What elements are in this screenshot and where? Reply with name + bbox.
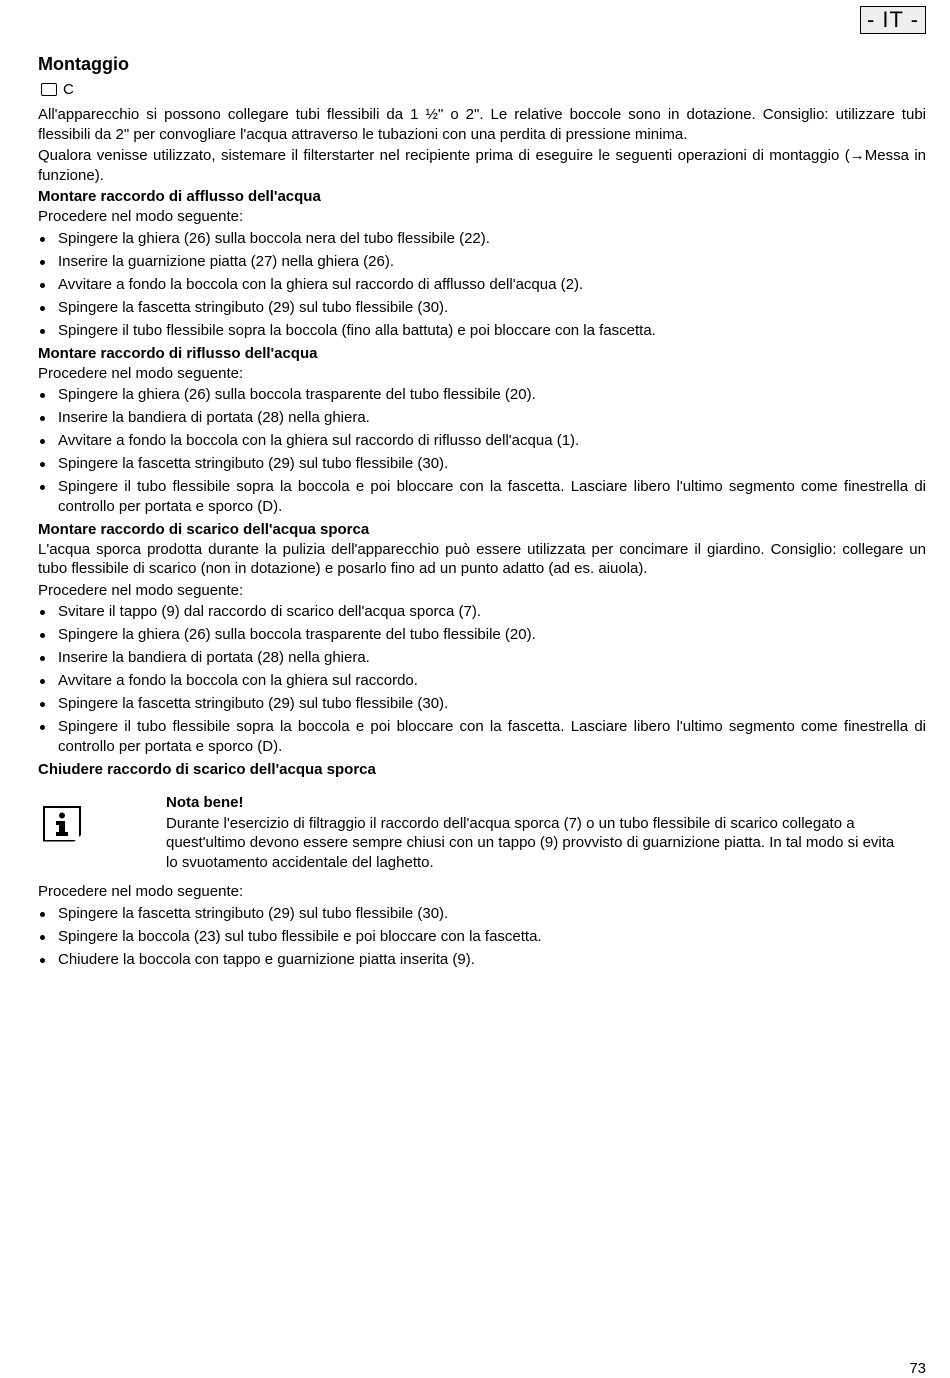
step-list [38,385,926,516]
list-item: Inserire la bandiera di portata (28) nella ghiera. [38,648,926,668]
note-title: Nota bene! [166,793,244,811]
figure-reference-label: C [63,80,74,98]
list-item: Spingere la ghiera (26) sulla boccola nera del tubo flessibile (22). [38,229,926,249]
list-item: Spingere la ghiera (26) sulla boccola trasparente del tubo flessibile (20). [38,625,926,645]
list-item: Avvitare a fondo la boccola con la ghiera sul raccordo di riflusso dell'acqua (1). [38,431,926,451]
section-heading: Montare raccordo di afflusso dell'acqua [38,188,321,205]
instruction-section [38,520,926,757]
procedure-lead: Procedere nel modo seguente: [38,581,244,599]
procedure-lead: Procedere nel modo seguente: [38,364,244,382]
info-icon [43,806,81,842]
section-heading: Montare raccordo di scarico dell'acqua sporca [38,520,370,538]
list-item: Svitare il tappo (9) dal raccordo di scarico dell'acqua sporca (7). [38,602,926,622]
section-heading: Chiudere raccordo di scarico dell'acqua sporca [38,760,376,778]
list-item: Spingere la fascetta stringibuto (29) sul tubo flessibile (30). [38,694,926,714]
section-paragraph: L'acqua sporca prodotta durante la pulizia dell'apparecchio può essere utilizzata per concimare il giardino. Consiglio: collegare un tubo flessibile di scarico (non in dotazione) e posarlo fino ad un punto adatto (ad es. aiuola). [38,540,926,577]
step-list [38,904,926,970]
sections-container [38,187,926,969]
step-list [38,602,926,756]
note-text: Durante l'esercizio di filtraggio il raccordo dell'acqua sporca (7) o un tubo flessibile di scarico collegato a quest'ultimo devono essere sempre chiusi con un tappo (9) provvisto di guarnizione piatta. In tal modo si evita lo svuotamento accidentale del laghetto. [166,814,895,871]
instruction-section [38,760,926,970]
figure-icon [41,83,57,96]
step-list [38,229,926,341]
list-item: Spingere il tubo flessibile sopra la boccola (fino alla battuta) e poi bloccare con la fascetta. [38,321,926,341]
list-item: Spingere la ghiera (26) sulla boccola trasparente del tubo flessibile (20). [38,385,926,405]
page-number: 73 [909,1360,926,1377]
figure-reference [38,79,926,99]
list-item: Inserire la guarnizione piatta (27) nella ghiera (26). [38,252,926,272]
language-tag: - IT - [860,6,926,34]
note-box [38,790,926,873]
list-item: Spingere la fascetta stringibuto (29) sul tubo flessibile (30). [38,904,926,924]
note-body [166,790,926,873]
list-item: Avvitare a fondo la boccola con la ghiera sul raccordo di afflusso dell'acqua (2). [38,275,926,295]
page-title: Montaggio [38,54,129,74]
list-item: Spingere il tubo flessibile sopra la boccola e poi bloccare con la fascetta. Lasciare libero l'ultimo segmento come finestrella di controllo per portata e sporco (D). [38,477,926,516]
list-item: Spingere la fascetta stringibuto (29) sul tubo flessibile (30). [38,454,926,474]
intro-paragraph: Qualora venisse utilizzato, sistemare il filterstarter nel recipiente prima di eseguire le seguenti operazioni di montaggio (→Messa in funzione). [38,147,926,184]
instruction-section [38,344,926,517]
procedure-lead: Procedere nel modo seguente: [38,208,244,225]
list-item: Chiudere la boccola con tappo e guarnizione piatta inserita (9). [38,950,926,970]
instruction-section [38,187,926,340]
procedure-lead: Procedere nel modo seguente: [38,883,244,900]
section-heading: Montare raccordo di riflusso dell'acqua [38,344,318,362]
intro-paragraph: All'apparecchio si possono collegare tubi flessibili da 1 ½" o 2". Le relative boccole sono in dotazione. Consiglio: utilizzare tubi flessibili da 2" per convogliare l'acqua attraverso le tubazioni con una perdita di pressione minima. [38,106,926,143]
list-item: Inserire la bandiera di portata (28) nella ghiera. [38,408,926,428]
list-item: Spingere la boccola (23) sul tubo flessibile e poi bloccare con la fascetta. [38,927,926,947]
page-content [38,52,926,973]
info-glyph [51,811,73,837]
list-item: Avvitare a fondo la boccola con la ghiera sul raccordo. [38,671,926,691]
list-item: Spingere il tubo flessibile sopra la boccola e poi bloccare con la fascetta. Lasciare libero l'ultimo segmento come finestrella di controllo per portata e sporco (D). [38,717,926,756]
list-item: Spingere la fascetta stringibuto (29) sul tubo flessibile (30). [38,298,926,318]
